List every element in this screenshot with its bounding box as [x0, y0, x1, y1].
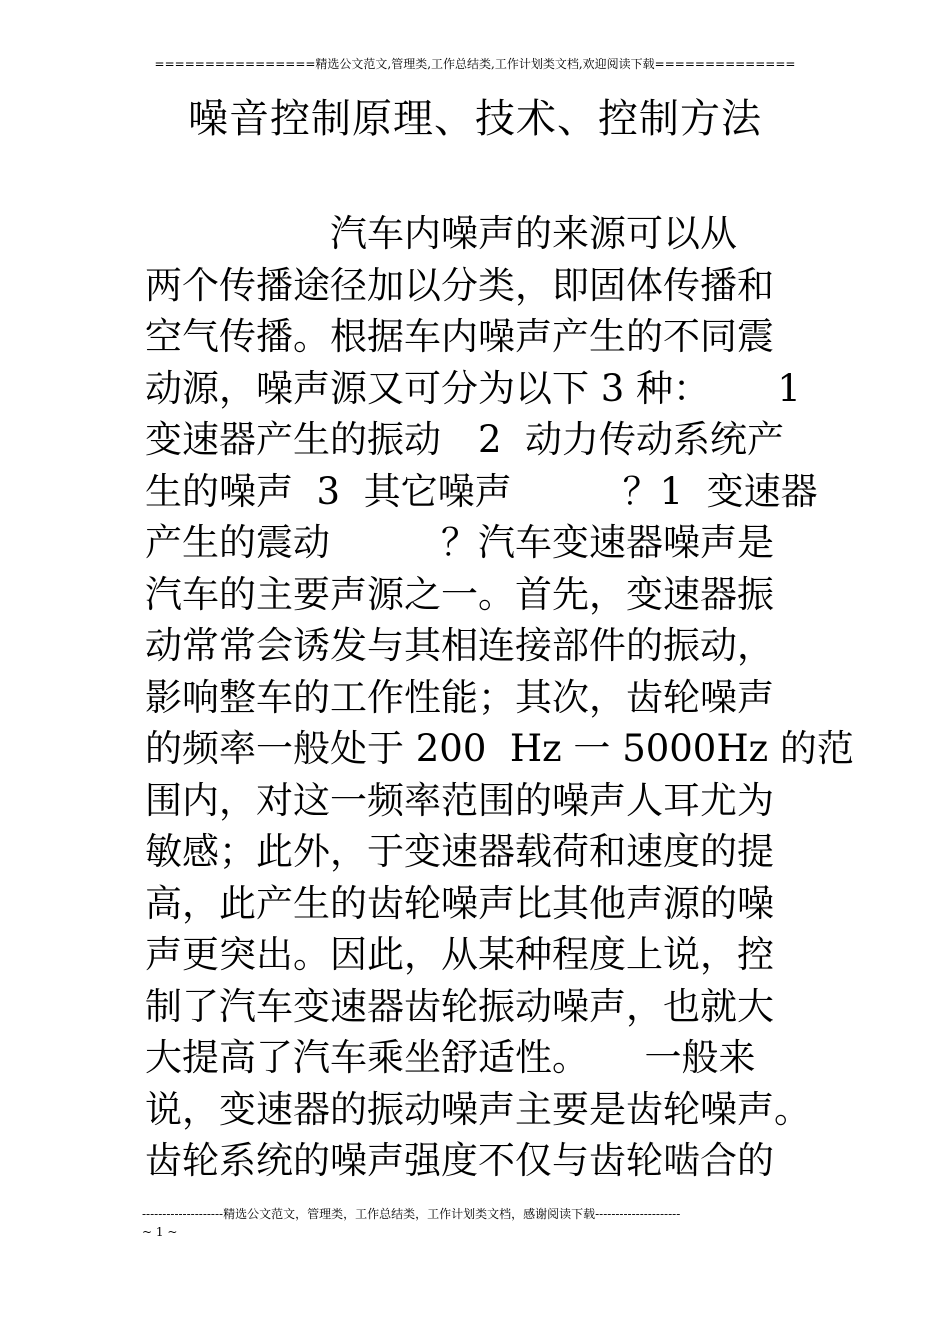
- body-line: 动源，噪声源又可分为以下 3 种： 1: [145, 366, 801, 410]
- document-title: 噪音控制原理、技术、控制方法: [188, 96, 762, 142]
- body-line: 产生的震动 ？汽车变速器噪声是: [145, 521, 774, 564]
- body-line: 变速器产生的振动 2 动力传动系统产: [145, 418, 785, 461]
- page-number: ~ 1 ~: [142, 1225, 178, 1239]
- body-line: 空气传播。根据车内噪声产生的不同震: [145, 315, 774, 358]
- body-line: 齿轮系统的噪声强度不仅与齿轮啮合的: [145, 1139, 774, 1182]
- body-line: 敏感；此外，于变速器载荷和速度的提: [145, 830, 774, 873]
- body-line: 汽车的主要声源之一。首先，变速器振: [145, 572, 774, 616]
- body-line: 汽车内噪声的来源可以从: [145, 212, 737, 255]
- page-footer: --------------------精选公文范文，管理类，工作总结类，工作计划类文档，感谢阅读下载---------------------: [142, 1207, 681, 1221]
- body-line: 大提高了汽车乘坐舒适性。 一般来: [145, 1036, 756, 1079]
- body-line: 声更突出。因此，从某种程度上说，控: [145, 933, 774, 976]
- body-line: 围内，对这一频率范围的噪声人耳尤为: [145, 778, 774, 822]
- body-line: 高，此产生的齿轮噪声比其他声源的噪: [145, 881, 774, 925]
- body-text: [145, 208, 854, 1187]
- body-line: 的频率一般处于 200 Hz 一 5000Hz 的范: [145, 727, 854, 770]
- body-line: 生的噪声 3 其它噪声 ？1 变速器: [145, 469, 818, 513]
- body-line: 说，变速器的振动噪声主要是齿轮噪声。: [145, 1087, 811, 1131]
- body-line: 动常常会诱发与其相连接部件的振动，: [145, 624, 774, 667]
- body-line: 影响整车的工作性能；其次，齿轮噪声: [145, 675, 774, 719]
- body-line: 两个传播途径加以分类，即固体传播和: [145, 263, 774, 307]
- body-line: 制了汽车变速器齿轮振动噪声，也就大: [145, 984, 774, 1028]
- page-header: ================精选公文范文,管理类,工作总结类,工作计划类文档,欢迎阅读下载==============: [154, 57, 796, 71]
